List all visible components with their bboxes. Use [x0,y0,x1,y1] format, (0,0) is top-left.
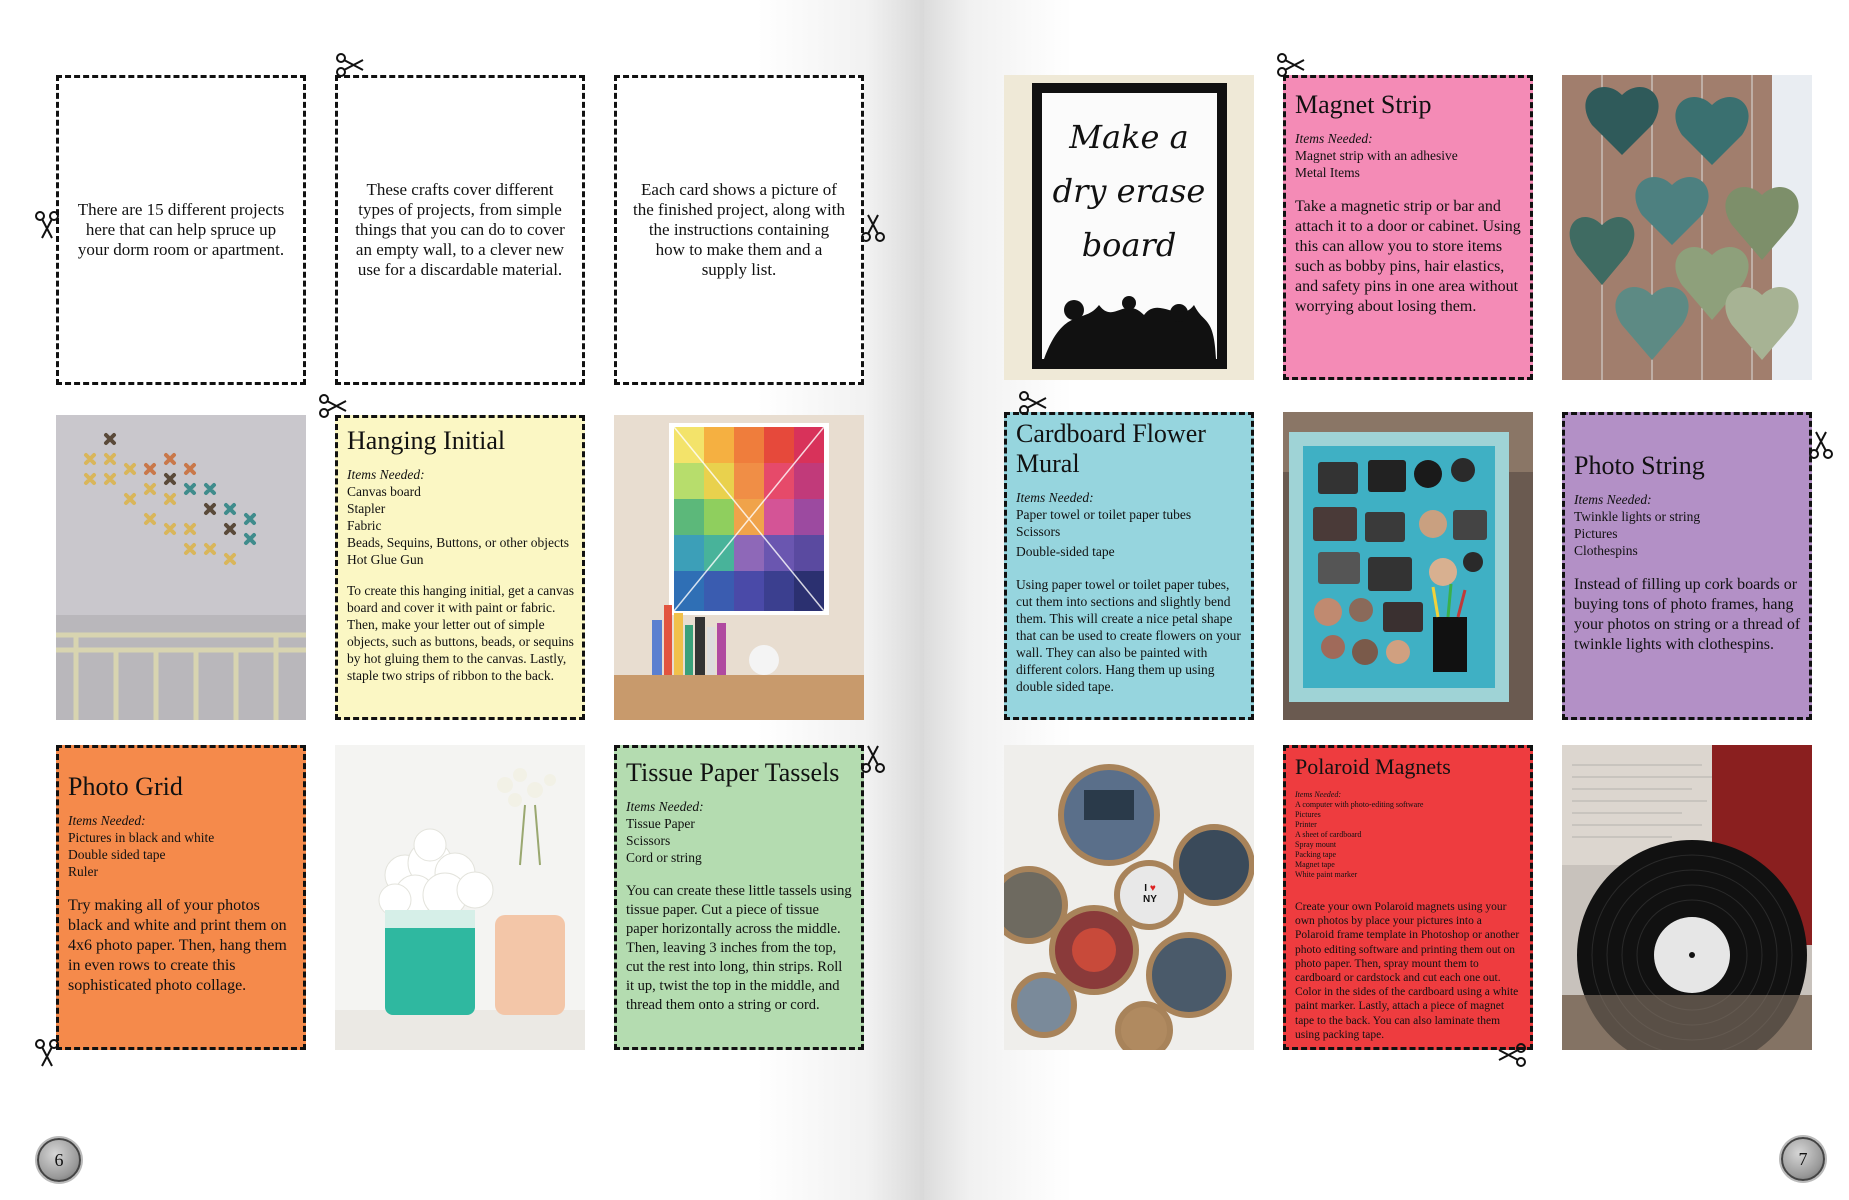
scissors-icon [860,213,886,243]
cardboard-flower-mural-card [1004,412,1254,720]
flowers-vase-photo [335,745,585,1050]
hanging-initial-card [335,415,585,720]
items-heading: Items Needed: [1016,490,1094,505]
handwriting-line: Make a [1069,118,1189,156]
item: Paper towel or toilet paper tubes [1016,507,1192,522]
item: White paint marker [1295,870,1358,879]
item: Pictures [1574,526,1618,541]
card-title: Polaroid Magnets [1295,754,1451,779]
intro-card-3-text: Each card shows a picture of the finished project, along with the instructions containing how to make them and a supply list. [633,180,845,279]
scissors-icon [1018,390,1048,416]
scissors-icon [318,393,348,419]
intro-card-3 [614,75,864,385]
photo-grid-card [56,745,306,1050]
makeup-magnet-board-photo [1283,412,1533,720]
item: Scissors [626,833,671,848]
vinyl-record-photo [1562,745,1812,1050]
scissors-icon [34,1038,60,1068]
scissors-icon [1497,1042,1527,1068]
intro-card-1-text: There are 15 different projects here that can help spruce up your dorm room or apartment. [77,200,285,259]
item: Pictures [1295,810,1321,819]
item: Canvas board [347,484,421,499]
items-heading: Items Needed: [1295,790,1341,799]
card-title: Tissue Paper Tassels [626,758,840,787]
item: Printer [1295,820,1317,829]
scissors-icon [1808,430,1834,460]
item: Tissue Paper [626,816,695,831]
envelope-art-photo [614,415,864,720]
magnet-strip-card [1283,75,1533,380]
scissors-icon [860,744,886,774]
page-number-badge [1781,1137,1825,1181]
felt-hearts-photo [1562,75,1812,380]
item: Packing tape [1295,850,1337,859]
intro-card-2 [335,75,585,385]
item: Magnet tape [1295,860,1335,869]
card-title: Photo Grid [68,772,183,801]
card-description: Using paper towel or toilet paper tubes, cut them into sections and slightly bend them. This will create a nice petal shape that can be used to create flowers on your wall. They can also be painted with different colors. Hang them up using double sided tape. [1016,577,1241,694]
scissors-icon [335,52,365,78]
item: Spray mount [1295,840,1337,849]
item: Beads, Sequins, Buttons, or other objects [347,535,569,550]
page-number-badge [37,1138,81,1182]
item: Metal Items [1295,165,1360,180]
items-heading: Items Needed: [347,467,425,482]
i-love-ny-line: I [1144,883,1148,894]
item: Hot Glue Gun [347,552,424,567]
dry-erase-board-photo [1004,75,1254,380]
item: Pictures in black and white [68,830,215,845]
polaroid-magnets-card [1283,745,1533,1050]
dry-erase-handwriting [1044,110,1214,272]
card-title: Magnet Strip [1295,90,1432,119]
i-love-ny-text [1132,883,1168,905]
intro-card-1 [56,75,306,385]
item: Double-sided tape [1016,544,1115,559]
item: Twinkle lights or string [1574,509,1701,524]
card-description: Take a magnetic strip or bar and attach it to a door or cabinet. Using this can allow you to store items such as bobby pins, hair elastics, and safety pins in one area without worrying about losing them. [1295,198,1521,315]
items-heading: Items Needed: [1295,131,1373,146]
tissue-paper-tassels-card [614,745,864,1050]
scissors-icon [1276,52,1306,78]
items-heading: Items Needed: [626,799,704,814]
i-love-ny-line: NY [1143,894,1157,905]
card-title: Cardboard Flower Mural [1016,419,1206,478]
page-number: 6 [54,1149,64,1170]
items-heading: Items Needed: [68,813,146,828]
circle-photo-mural [1004,745,1254,1050]
intro-card-2-text: These crafts cover different types of projects, from simple things that you can do to cover an empty wall, to a clever new use for a discardable material. [355,180,565,279]
card-description: Try making all of your photos black and white and print them on 4x6 photo paper. Then, hang them in even rows to create this sophisticated photo collage. [68,897,287,994]
card-title: Hanging Initial [347,426,506,455]
photo-string-card [1562,412,1812,720]
item: Scissors [1016,524,1061,539]
handwriting-line: dry erase [1052,172,1206,210]
cross-stitch-wall-photo [56,415,306,720]
item: Magnet strip with an adhesive [1295,148,1458,163]
item: Stapler [347,501,386,516]
item: Clothespins [1574,543,1638,558]
item: A computer with photo-editing software [1295,800,1424,809]
page-number: 7 [1798,1148,1808,1169]
item: Fabric [347,518,382,533]
item: Double sided tape [68,847,166,862]
card-title: Photo String [1574,451,1705,480]
heart-icon: ♥ [1149,883,1156,894]
item: Cord or string [626,850,702,865]
card-description: To create this hanging initial, get a canvas board and cover it with paint or fabric. Then, make your letter out of simple objects, such as buttons, beads, or sequins by hot gluing them to the canvas. Lastly, staple two strips of ribbon to the back. [347,583,574,683]
scissors-icon [34,210,60,240]
card-description: Instead of filling up cork boards or buying tons of photo frames, hang your photos on string or a thread of twinkle lights with clothespins. [1574,576,1801,653]
handwriting-line: board [1081,226,1177,264]
item: A sheet of cardboard [1295,830,1362,839]
card-description: Create your own Polaroid magnets using your own photos by place your pictures into a Polaroid frame template in Photoshop or another photo editing software and printing them out on photo paper. Then, spray mount them to cardboard or cardstock and cut each one out. Color in the sides of the cardboard using a white paint marker. Lastly, attach a piece of magnet tape to the back. You can also laminate them using packing tape. [1295,901,1520,1041]
item: Ruler [68,864,98,879]
card-description: You can create these little tassels using tissue paper. Cut a piece of tissue paper horizontally across the middle. Then, leaving 3 inches from the top, cut the rest into long, thin strips. Roll it up, twist the top in the middle, and thread them onto a string or cord. [626,883,852,1013]
items-heading: Items Needed: [1574,492,1652,507]
